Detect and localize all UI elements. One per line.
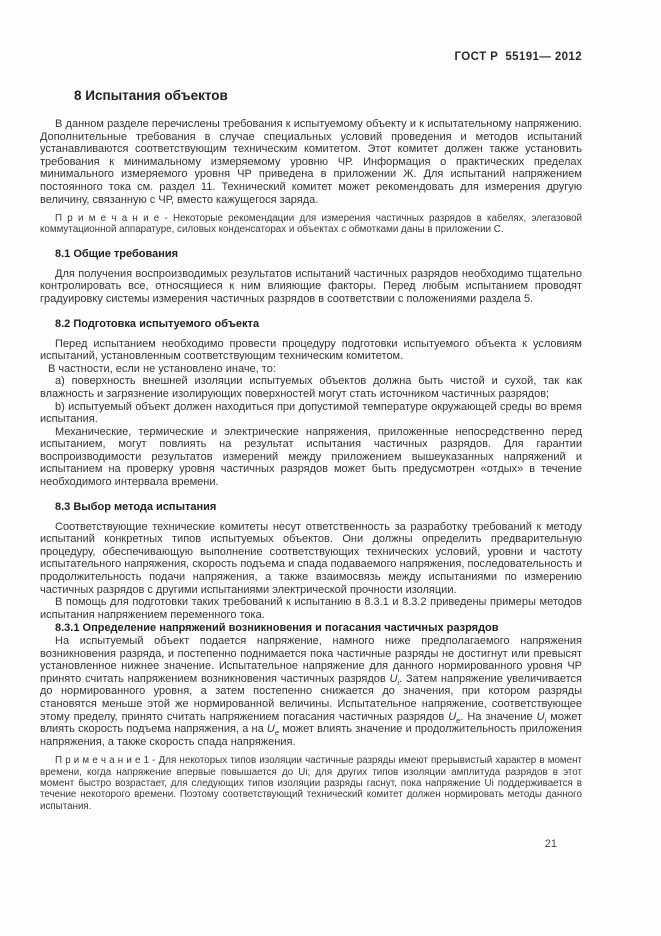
note-1: П р и м е ч а н и е 1 - Для некоторых типов изоляции частичные разряды имеют прерывистый характер в момент времени, когда напряжение впервые повышается до Ui; для других типов изоляции амплитуда разрядов в этот момент быстро возрастает, для следующих типов изоляции разряды гаснут, пока напряжение Ui поддерживается в течение некоторого времени. Поэтому соответствующий технический комитет должен нормировать методы данного испытания. xyxy=(40,755,582,812)
heading-8-2: 8.2 Подготовка испытуемого объекта xyxy=(55,317,260,330)
paragraph-8-2-item-b: b) испытуемый объект должен находиться при допустимой температуре окружающей среды во время испытания. xyxy=(40,400,582,426)
paragraph-8-2-clause: В частности, если не установлено иначе, то: xyxy=(48,362,276,375)
document-content xyxy=(40,50,582,818)
note-recommendations: П р и м е ч а н и е - Некоторые рекомендации для измерения частичных разрядов в кабелях, элегазовой коммутационной аппаратуре, силовых конденсаторах и объектах с обмотками даны в приложении С. xyxy=(40,213,582,236)
paragraph-8-2-stresses: Механические, термические и электрические напряжения, приложенные непосредственно перед испытанием, могут повлиять на результат испытания частичных разрядов. Для гарантии воспроизводимости результатов измерений между приложением вышеуказанных напряжений и испытанием на проверку уровня частичных разрядов может быть предусмотрен «отдых» в течение необходимого интервала времени. xyxy=(40,425,582,489)
paragraph-8-3-1: На испытуемый объект подается напряжение, намного ниже предполагаемого напряжения возникновения разряда, и постепенно поднимается пока частичные разряды не достигнут или превысят установленное нижнее значение. Испытательное напряжение для данного нормированного уровня ЧР принято считать напряжением возникновения частичных разрядов $U_i$. Затем напряжение увеличивается до нормированного уровня, а затем постепенно снижается до значения, при котором разряды становятся меньше этой же нормированной величины. Испытательное напряжение, соответствующее этому пределу, принято считать напряжением погасания частичных разрядов $U_e$. На значение $U_i$ может влиять скорость подъема напряжения, а на $U_e$ может влиять значение и продолжительность приложения напряжения, а также скорость спада напряжения. xyxy=(40,635,582,748)
heading-8-3: 8.3 Выбор метода испытания xyxy=(55,500,217,513)
paragraph-8-3-help: В помощь для подготовки таких требований к испытанию в 8.3.1 и 8.3.2 приведены примеры методов испытания напряжением переменного тока. xyxy=(40,596,582,621)
page-number: 21 xyxy=(544,838,557,850)
paragraph-8-2-item-a: a) поверхность внешней изоляции испытуемых объектов должна быть чистой и сухой, так как влажность и загрязнение изолирующих поверхностей могут стать источником частичных разрядов; xyxy=(40,375,582,400)
heading-8-1: 8.1 Общие требования xyxy=(55,247,179,260)
paragraph-section-intro: В данном разделе перечислены требования к испытуемому объекту и к испытательному напряжению. Дополнительные требования в случае специальных условий проведения и методов испытаний устанавливаются соответствующим техническим комитетом. Этот комитет должен также установить требования к минимальному измеряемому уровню ЧР. Информация о практических пределах минимального измеряемого уровня ЧР приведена в приложении Ж. Для испытаний напряжением постоянного тока см. раздел 11. Технический комитет может рекомендовать для измерения другую величину, связанную с ЧР, вместо кажущегося заряда. xyxy=(40,118,582,206)
paragraph-8-1: Для получения воспроизводимых результатов испытаний частичных разрядов необходимо тщательно контролировать все, относящиеся к ним влияющие факторы. Перед любым испытанием проводят градуировку системы измерения частичных разрядов в соответствии с положениями раздела 5. xyxy=(40,267,582,305)
heading-8-3-1: 8.3.1 Определение напряжений возникновения и погасания частичных разрядов xyxy=(55,622,499,635)
section-8-title: 8 Испытания объектов xyxy=(74,88,228,103)
document-code: ГОСТ Р 55191— 2012 xyxy=(454,51,582,63)
paragraph-8-2-intro: Перед испытанием необходимо провести процедуру подготовки испытуемого объекта к условиям испытаний, установленным соответствующим техническим комитетом. xyxy=(40,337,582,363)
paragraph-8-3-committees: Соответствующие технические комитеты несут ответственность за разработку требований к методу испытаний конкретных типов испытуемых объектов. Они должны определить предварительную процедуру, обеспечивающую выполнение соответствующих технических условий, уровни и частоту испытательного напряжения, скорость подъема и спада подаваемого напряжения, последовательность и продолжительность подачи напряжения, а также взаимосвязь между испытаниями по измерению частичных разрядов с другими испытаниями электрической прочности изоляции. xyxy=(40,520,582,596)
